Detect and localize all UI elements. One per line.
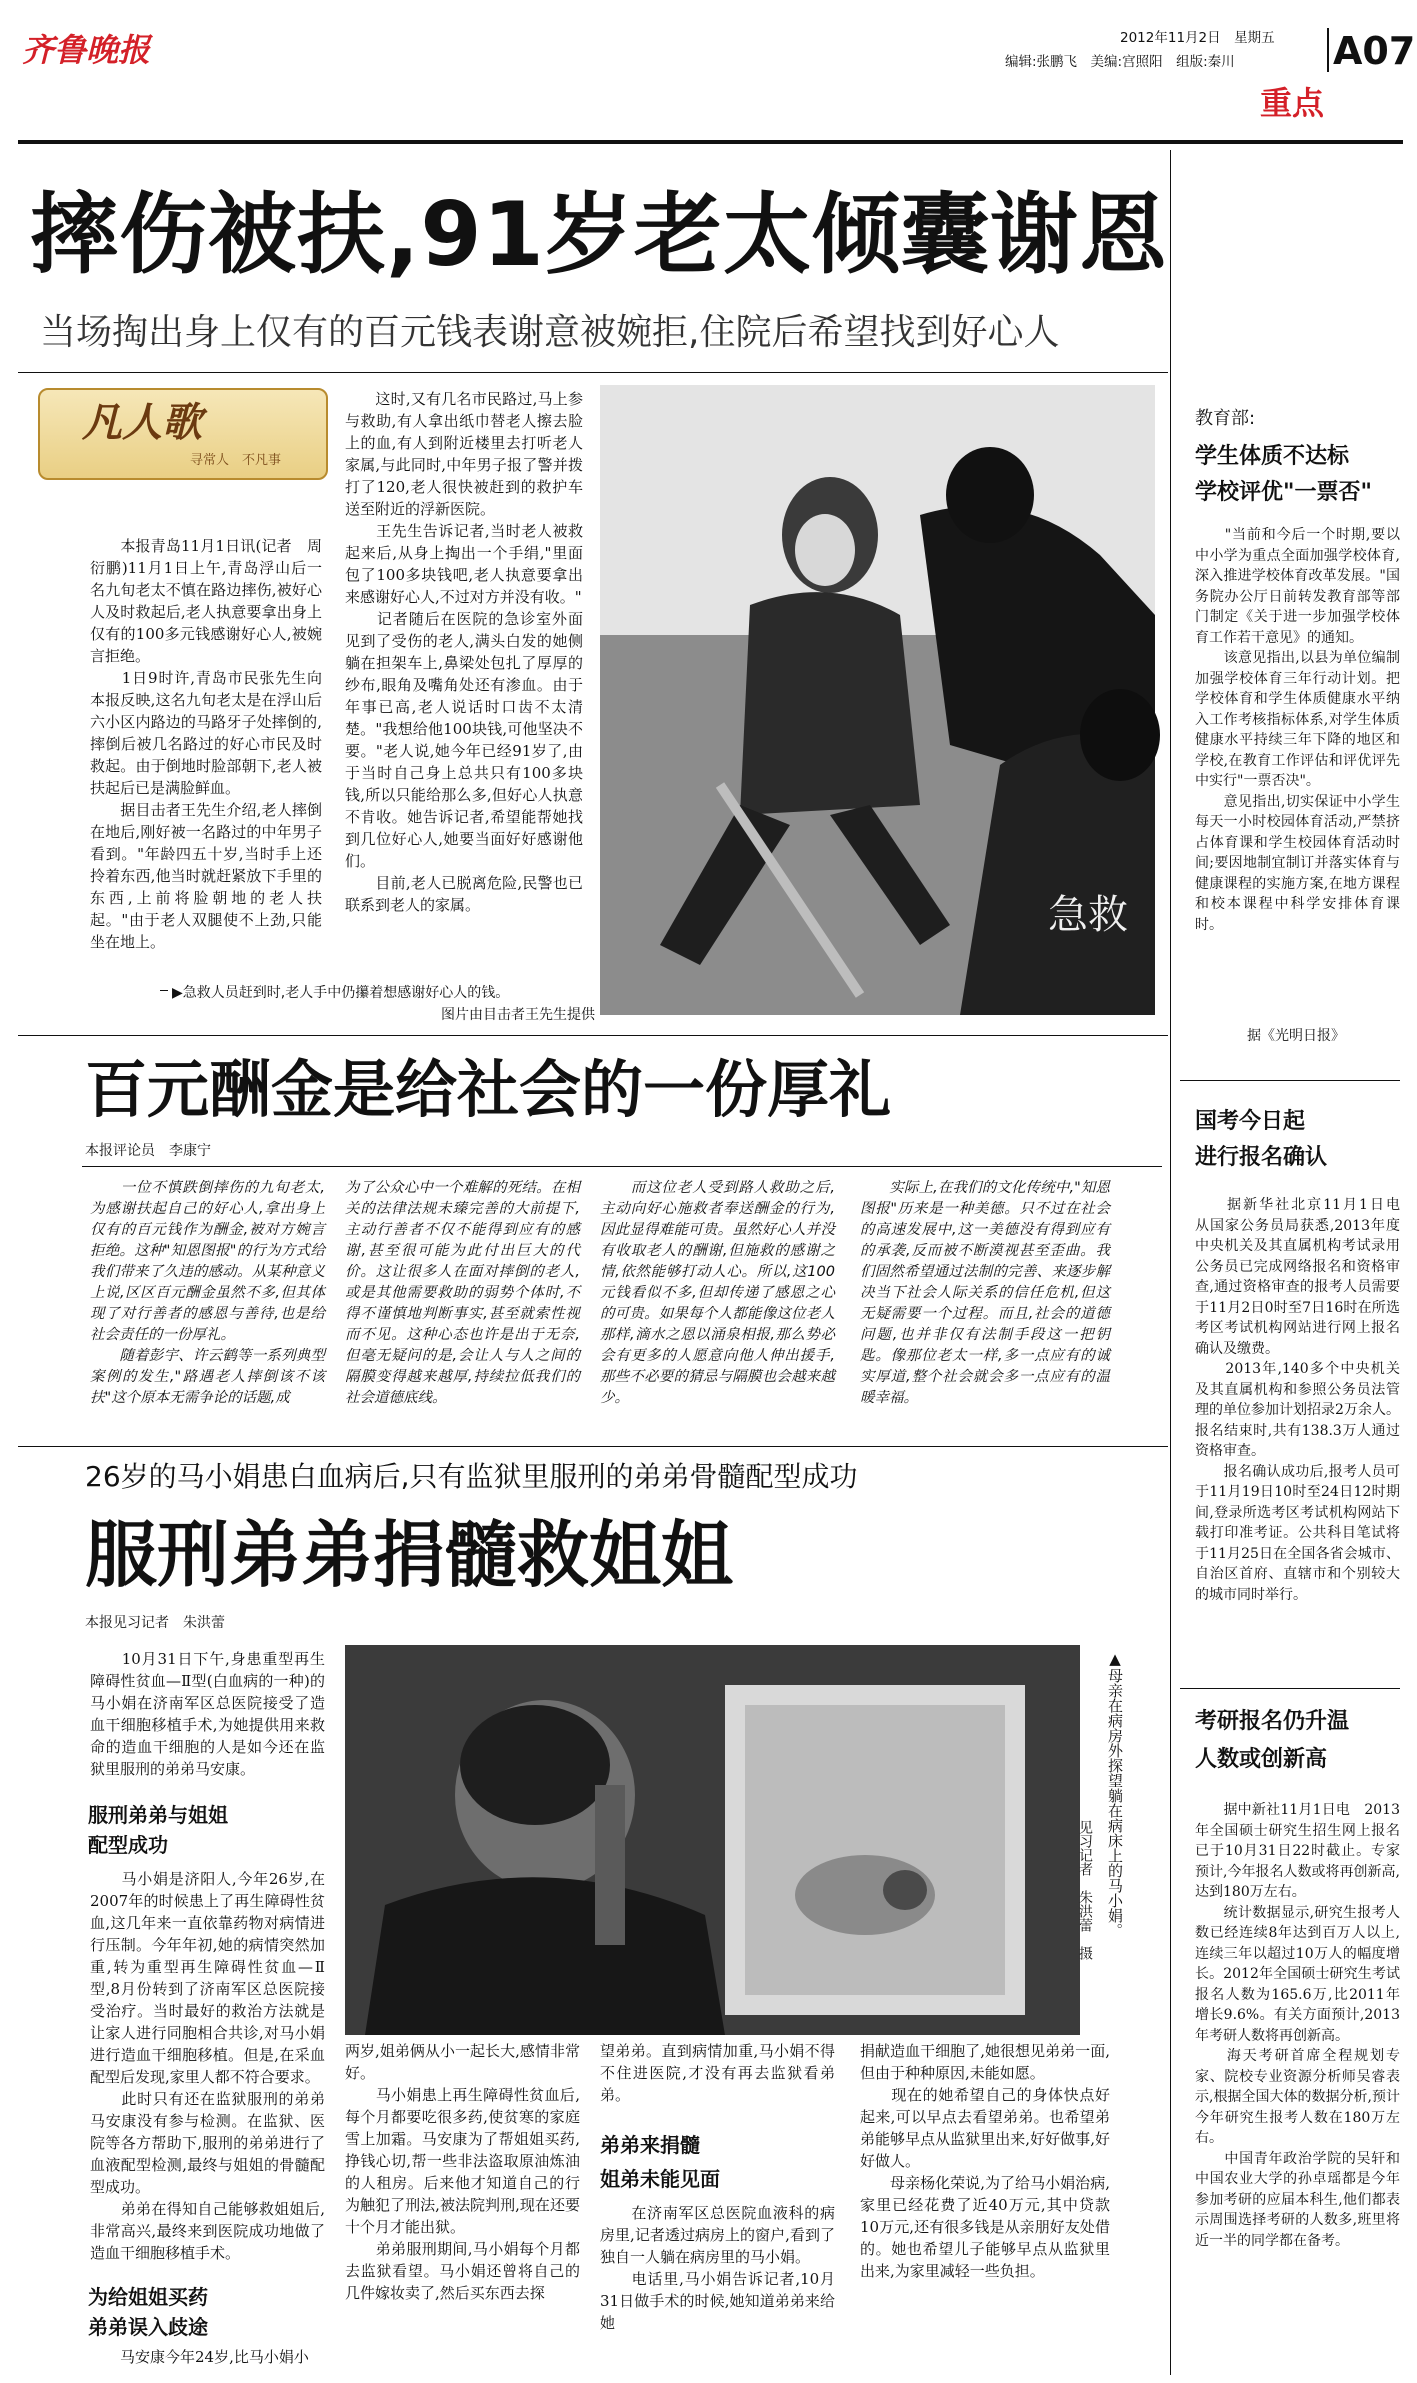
masthead-logo: 齐鲁晚报 bbox=[22, 31, 151, 69]
story1-photo bbox=[600, 385, 1155, 1015]
story2-top-rule bbox=[18, 1446, 1168, 1447]
commentary-byline: 本报评论员 李康宁 bbox=[85, 1143, 211, 1159]
commentary-headline: 百元酬金是给社会的一份厚礼 bbox=[85, 1053, 892, 1126]
sidebar-item1-title-2: 学校评优"一票否" bbox=[1195, 480, 1372, 505]
story2-subhead-1b: 配型成功 bbox=[88, 1833, 168, 1857]
photo-vest-text: 急救 bbox=[1048, 892, 1128, 938]
page-number: A07 bbox=[1333, 29, 1416, 73]
sidebar-item3-text: 据中新社11月1日电 2013年全国硕士研究生招生网上报名已于10月31日22时截止。专家预计,今年报名人数或将再创新高,达到180万左右。 统计数据显示,研究生报考人数已经连续8年达到百万人以上,连续三年以超过10万人的幅度增长。2012年全国硕士研究生考试报名人数为165.6万,比2011年增长9.6%。有关方面预计,2013年考研人数将再创新高。 海天考研首席全程规划专家、院校专业资源分析师吴睿表示,根据全国大体的数据分析,预计今年研究生报考人数在180万左右。 中国青年政治学院的吴轩和中国农业大学的孙卓瑶都是今年参加考研的应届本科生,他们都表示周围选择考研的人数多,班里将近一半的同学都在备考。 bbox=[1195, 1802, 1400, 2249]
masthead-editors: 编辑:张鹏飞 美编:宫照阳 组版:秦川 bbox=[1005, 54, 1235, 70]
story2-bottom-column-1: 两岁,姐弟俩从小一起长大,感情非常好。 马小娟患上再生障碍性贫血后,每个月都要吃很多药,使贫寒的家庭雪上加霜。马安康为了帮姐姐买药,挣钱心切,帮一些非法盗取原油炼油的人租房。后来他才知道自己的行为触犯了刑法,被法院判刑,现在还要十个月才能出狱。 弟弟服刑期间,马小娟每个月都去监狱看望。马小娟还曾将自己的几件嫁妆卖了,然后买东西去探 bbox=[345, 2042, 580, 2302]
commentary-column-2: 为了公众心中一个难解的死结。在相关的法律法规未臻完善的大前提下,主动行善者不仅不能得到应有的感谢,甚至很可能为此付出巨大的代价。这让很多人在面对摔倒的老人,或是其他需要救助的弱势个体时,不得不谨慎地判断事实,甚至就索性视而不见。这种心态也许是出于无奈,但毫无疑问的是,会让人与人之间的隔膜变得越来越厚,持续拉低我们的社会道德底线。 bbox=[345, 1180, 580, 1406]
story2-section-2: 马安康今年24岁,比马小娟小 bbox=[90, 2348, 309, 2366]
sidebar-item2-title-2: 进行报名确认 bbox=[1195, 1145, 1328, 1170]
story2-byline: 本报见习记者 朱洪蕾 bbox=[85, 1615, 225, 1631]
story1-rule bbox=[18, 372, 1168, 373]
story2-section-1: 马小娟是济阳人,今年26岁,在2007年的时候患上了再生障碍性贫血,这几年来一直依靠药物对病情进行压制。今年年初,她的病情突然加重,转为重型再生障碍性贫血—Ⅱ型,8月份转到了济南军区总医院接受治疗。当时最好的救治方法就是让家人进行同胞相合共诊,对马小娟进行造血干细胞移植。但是,在采血配型后发现,家里人都不符合要求。 此时只有还在监狱服刑的弟弟马安康没有参与检测。在监狱、医院等各方帮助下,服刑的弟弟进行了血液配型检测,最终与姐姐的骨髓配型成功。 弟弟在得知自己能够救姐姐后,非常高兴,最终来到医院成功地做了造血干细胞移植手术。 bbox=[90, 1870, 325, 2262]
story2-photo-caption: ▲母亲在病房外探望躺在病床上的马小娟。 bbox=[1106, 1650, 1124, 1938]
story2-subhead-2a: 为给姐姐买药 bbox=[88, 2285, 208, 2309]
story2-subhead-3a: 弟弟来捐髓 bbox=[600, 2133, 700, 2157]
commentary-column-1: 一位不慎跌倒摔伤的九旬老太,为感谢扶起自己的好心人,拿出身上仅有的百元钱作为酬金,被对方婉言拒绝。这种"知恩图报"的行为方式给我们带来了久违的感动。从某种意义上说,区区百元酬金虽然不多,但其体现了对行善者的感恩与善待,也是给社会责任的一份厚礼。 随着彭宇、许云鹤等一系列典型案例的发生,"路遇老人摔倒该不该扶"这个原本无需争论的话题,成 bbox=[90, 1180, 325, 1406]
sidebar-rule-2 bbox=[1180, 1688, 1400, 1689]
story1-subhead: 当场掏出身上仅有的百元钱表谢意被婉拒,住院后希望找到好心人 bbox=[40, 312, 1060, 353]
column-logo-title: 凡人歌 bbox=[82, 399, 202, 446]
column-logo-tagline: 寻常人 不凡事 bbox=[190, 453, 282, 468]
masthead-divider-vertical bbox=[1327, 28, 1329, 72]
story1-headline: 摔伤被扶,91岁老太倾囊谢恩 bbox=[30, 183, 1168, 286]
story2-section-3: 在济南军区总医院血液科的病房里,记者透过病房上的窗户,看到了独自一人躺在病房里的马小娟。 电话里,马小娟告诉记者,10月31日做手术的时候,她知道弟弟来给她 bbox=[600, 2204, 835, 2332]
sidebar-item2-title-1: 国考今日起 bbox=[1195, 1109, 1306, 1134]
commentary-top-rule bbox=[18, 1035, 1168, 1036]
story2-bottom-column-2: 望弟弟。直到病情加重,马小娟不得不住进医院,才没有再去监狱看弟弟。 bbox=[600, 2042, 835, 2104]
commentary-column-4: 实际上,在我们的文化传统中,"知恩图报"历来是一种美德。只不过在社会的高速发展中,这一美德没有得到应有的承袭,反而被不断漠视甚至歪曲。我们固然希望通过法制的完善、来逐步解决当下社会人际关系的信任危机,但这无疑需要一个过程。而且,社会的道德问题,也并非仅有法制手段这一把钥匙。像那位老太一样,多一点应有的诚实厚道,整个社会就会多一点应有的温暖幸福。 bbox=[860, 1180, 1110, 1406]
sidebar-item1-text: "当前和今后一个时期,要以中小学为重点全面加强学校体育,深入推进学校体育改革发展。"国务院办公厅日前转发教育部等部门制定《关于进一步加强学校体育工作若干意见》的通知。 该意见指出,以县为单位编制加强学校体育三年行动计划。把学校体育和学生体质健康水平纳入工作考核指标体系,对学生体质健康水平持续三年下降的地区和学校,在教育工作评估和评优评先中实行"一票否决"。 意见指出,切实保证中小学生每天一小时校园体育活动,严禁挤占体育课和学生校园体育活动时间;要因地制宜制订并落实体育与健康课程的实施方案,在地方课程和校本课程中科学安排体育课时。 bbox=[1195, 527, 1400, 933]
story1-column-1: 本报青岛11月1日讯(记者 周衍鹏)11月1日上午,青岛浮山后一名九旬老太不慎在路边摔伤,被好心人及时救起后,老人执意要拿出身上仅有的100多元钱感谢好心人,被婉言拒绝。 1日9时许,青岛市民张先生向本报反映,这名九旬老太是在浮山后六小区内路边的马路牙子处摔倒的,摔倒后被几名路过的好心市民及时救起。由于倒地时脸部朝下,老人被扶起后已是满脸鲜血。 据目击者王先生介绍,老人摔倒在地后,刚好被一名路过的中年男子看到。"年龄四五十岁,当时手上还拎着东西,他当时就赶紧放下手里的东西,上前将脸朝地的老人扶起。"由于老人双腿使不上劲,只能坐在地上。 bbox=[90, 537, 322, 951]
story2-subhead-1a: 服刑弟弟与姐姐 bbox=[88, 1803, 228, 1827]
column-logo bbox=[38, 388, 328, 480]
sidebar-item1-title-1: 学生体质不达标 bbox=[1195, 444, 1350, 469]
story2-photo-credit: 见习记者 朱洪蕾 摄 bbox=[1077, 1820, 1093, 1960]
story2-photo bbox=[345, 1645, 1080, 2035]
sidebar-item1-kicker: 教育部: bbox=[1195, 408, 1256, 429]
story2-headline: 服刑弟弟捐髓救姐姐 bbox=[85, 1513, 734, 1597]
masthead-date: 2012年11月2日 星期五 bbox=[1120, 30, 1275, 46]
sidebar-item3-title-2: 人数或创新高 bbox=[1195, 1747, 1328, 1772]
sidebar-item2-text: 据新华社北京11月1日电 从国家公务员局获悉,2013年度中央机关及其直属机构考试录用公务员已完成网络报名和资格审查,通过资格审查的报考人员需要于11月2日0时至7日16时在所选考区考试机构网站进行网上报名确认及缴费。 2013年,140多个中央机关及其直属机构和参照公务员法管理的单位参加计划招录2万余人。报名结束时,共有138.3万人通过资格审查。 报名确认成功后,报考人员可于11月19日10时至24日12时期间,登录所选考区考试机构网站下载打印准考证。公共科目笔试将于11月25日在全国各省会城市、自治区首府、直辖市和个别较大的城市同时举行。 bbox=[1195, 1197, 1400, 1603]
story2-subhead-3b: 姐弟未能见面 bbox=[600, 2167, 720, 2191]
sidebar-item3-title-1: 考研报名仍升温 bbox=[1195, 1709, 1350, 1734]
sidebar-divider bbox=[1170, 150, 1171, 2375]
story2-subhead-2b: 弟弟误入歧途 bbox=[88, 2315, 208, 2339]
commentary-column-3: 而这位老人受到路人救助之后,主动向好心施救者奉送酬金的行为,因此显得难能可贵。虽然好心人并没有收取老人的酬谢,但施救的感谢之情,依然能够打动人心。所以,这100元钱看似不多,但却传递了感恩之心的可贵。如果每个人都能像这位老人那样,滴水之恩以涌泉相报,那么势必会有更多的人愿意向他人伸出援手,那些不必要的猜忌与隔膜也会越来越少。 bbox=[600, 1180, 835, 1406]
masthead-rule bbox=[18, 140, 1403, 144]
story1-photo-caption-rule bbox=[160, 990, 168, 991]
story2-intro: 10月31日下午,身患重型再生障碍性贫血—Ⅱ型(白血病的一种)的马小娟在济南军区总医院接受了造血干细胞移植手术,为她提供用来救命的造血干细胞的人是如今还在监狱里服刑的弟弟马安康。 bbox=[90, 1650, 325, 1778]
story2-photo-scene bbox=[345, 1645, 1080, 2035]
story2-bottom-column-3: 捐献造血干细胞了,她很想见弟弟一面,但由于种种原因,未能如愿。 现在的她希望自己的身体快点好起来,可以早点去看望弟弟。也希望弟弟能够早点从监狱里出来,好好做事,好好做人。 母亲杨化荣说,为了给马小娟治病,家里已经花费了近40万元,其中贷款10万元,还有很多钱是从亲朋好友处借的。她也希望儿子能够早点从监狱里出来,为家里减轻一些负担。 bbox=[860, 2042, 1110, 2280]
story1-photo-credit: 图片由目击者王先生提供 bbox=[441, 1007, 595, 1023]
story1-photo-caption: ▶急救人员赶到时,老人手中仍攥着想感谢好心人的钱。 bbox=[172, 985, 510, 1001]
story1-column-2: 这时,又有几名市民路过,马上参与救助,有人拿出纸巾替老人擦去脸上的血,有人到附近楼里去打听老人家属,与此同时,中年男子报了警并拨打了120,老人很快被赶到的救护车送至附近的浮新医院。 王先生告诉记者,当时老人被救起来后,从身上掏出一个手绢,"里面包了100多块钱吧,老人执意要拿出来感谢好心人,不过对方并没有收。" 记者随后在医院的急诊室外面见到了受伤的老人,满头白发的她侧躺在担架车上,鼻梁处包扎了厚厚的纱布,眼角及嘴角处还有渗血。由于年事已高,老人说话时口齿不太清楚。"我想给他100块钱,可他坚决不要。"老人说,她今年已经91岁了,由于当时自己身上总共只有100多块钱,所以只能给那么多,但好心人执意不肯收。她告诉记者,希望能帮她找到几位好心人,她要当面好好感谢他们。 目前,老人已脱离危险,民警也已联系到老人的家属。 bbox=[345, 390, 583, 914]
sidebar-item1-source: 据《光明日报》 bbox=[1247, 1028, 1345, 1044]
story2-kicker: 26岁的马小娟患白血病后,只有监狱里服刑的弟弟骨髓配型成功 bbox=[85, 1460, 858, 1493]
commentary-byline-rule bbox=[82, 1166, 1162, 1167]
sidebar-rule-1 bbox=[1180, 1080, 1400, 1081]
section-label: 重点 bbox=[1259, 84, 1324, 122]
